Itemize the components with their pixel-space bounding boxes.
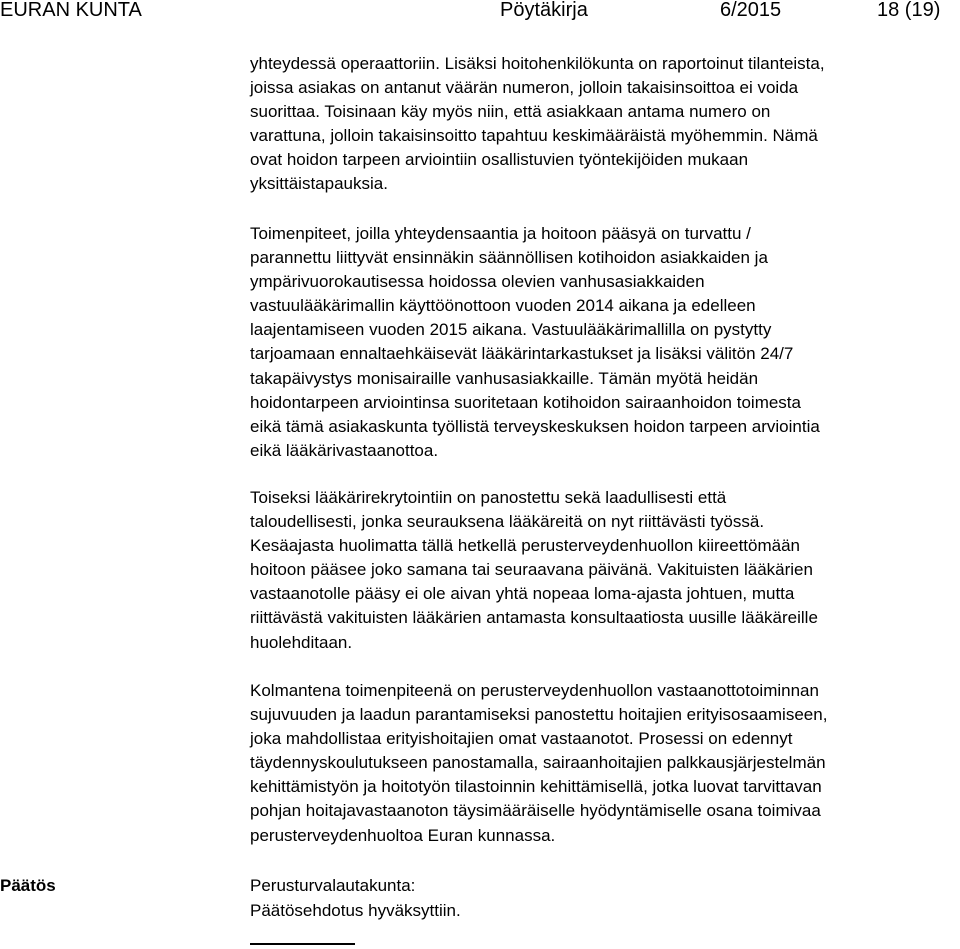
organization-name: EURAN KUNTA xyxy=(0,0,142,21)
paragraph-text: Toiseksi lääkärirekrytointiin on panostettu sekä laadullisesti että taloudellisesti, jonka seurauksena lääkäreitä on nyt riittävästi työssä. Kesäajasta huolimatta tällä hetkellä perusterveydenhuollon kiireettömään hoitoon pääsee joko samana tai seuraavana päivänä. Vakituisten lääkärien vastaanotolle pääsy ei ole aivan yhtä nopeaa loma-ajasta johtuen, mutta riittävästä vakituisten lääkärien antamasta konsultaatiosta uusille lääkäreille huolehditaan. xyxy=(250,488,818,652)
body-paragraph-3 xyxy=(250,486,960,655)
paragraph-text: Toimenpiteet, joilla yhteydensaantia ja hoitoon pääsyä on turvattu / parannettu liittyvät ensinnäkin säännöllisen kotihoidon asiakkaiden ja ympärivuorokautisessa hoidossa olevien vanhusasiakkaiden vastuulääkärimallin käyttöönottoon vuoden 2014 aikana ja edelleen laajentamiseen vuoden 2015 aikana. Vastuulääkärimallilla on pystytty tarjoamaan ennaltaehkäisevät lääkärintarkastukset ja lisäksi välitön 24/7 takapäivystys monisairaille vanhusasiakkaille. Tämän myötä heidän hoidontarpeen arviointinsa suoritetaan kotihoidon sairaanhoidon toimesta eikä tämä asiakaskunta työllistä terveyskeskuksen hoidon tarpeen arviointia eikä lääkärivastaanottoa. xyxy=(250,224,820,460)
paragraph-text: Kolmantena toimenpiteenä on perusterveydenhuollon vastaanottotoiminnan sujuvuuden ja laadun parantamiseksi panostettu hoitajien erityisosaamiseen, joka mahdollistaa erityishoitajien omat vastaanotot. Prosessi on edennyt täydennyskoulutukseen panostamalla, sairaanhoitajien palkkausjärjestelmän kehittämistyön ja hoitotyön tilastoinnin kehittämisellä, jotka luovat tarvittavan pohjan hoitajavastaanoton täysimääräiselle hyödyntämiselle osana toimivaa perusterveydenhuoltoa Euran kunnassa. xyxy=(250,681,828,845)
signature-line xyxy=(250,943,355,945)
page-header xyxy=(0,0,960,24)
decision-text: Perusturvalautakunta: Päätösehdotus hyväksyttiin. xyxy=(250,876,461,920)
decision-label: Päätös xyxy=(0,876,56,895)
body-paragraph-2 xyxy=(250,222,960,463)
page-number: 18 (19) xyxy=(877,0,941,21)
document-type: Pöytäkirja xyxy=(500,0,588,21)
document-number: 6/2015 xyxy=(720,0,782,21)
body-paragraph-4 xyxy=(250,679,960,848)
body-paragraph-1 xyxy=(250,52,960,197)
paragraph-text: yhteydessä operaattoriin. Lisäksi hoitohenkilökunta on raportoinut tilanteista, joissa asiakas on antanut väärän numeron, jolloin takaisinsoittoa ei voida suorittaa. Toisinaan käy myös niin, että asiakkaan antama numero on varattuna, jolloin takaisinsoitto tapahtuu keskimääräistä myöhemmin. Nämä ovat hoidon tarpeen arviointiin osallistuvien työntekijöiden mukaan yksittäistapauksia. xyxy=(250,54,825,194)
